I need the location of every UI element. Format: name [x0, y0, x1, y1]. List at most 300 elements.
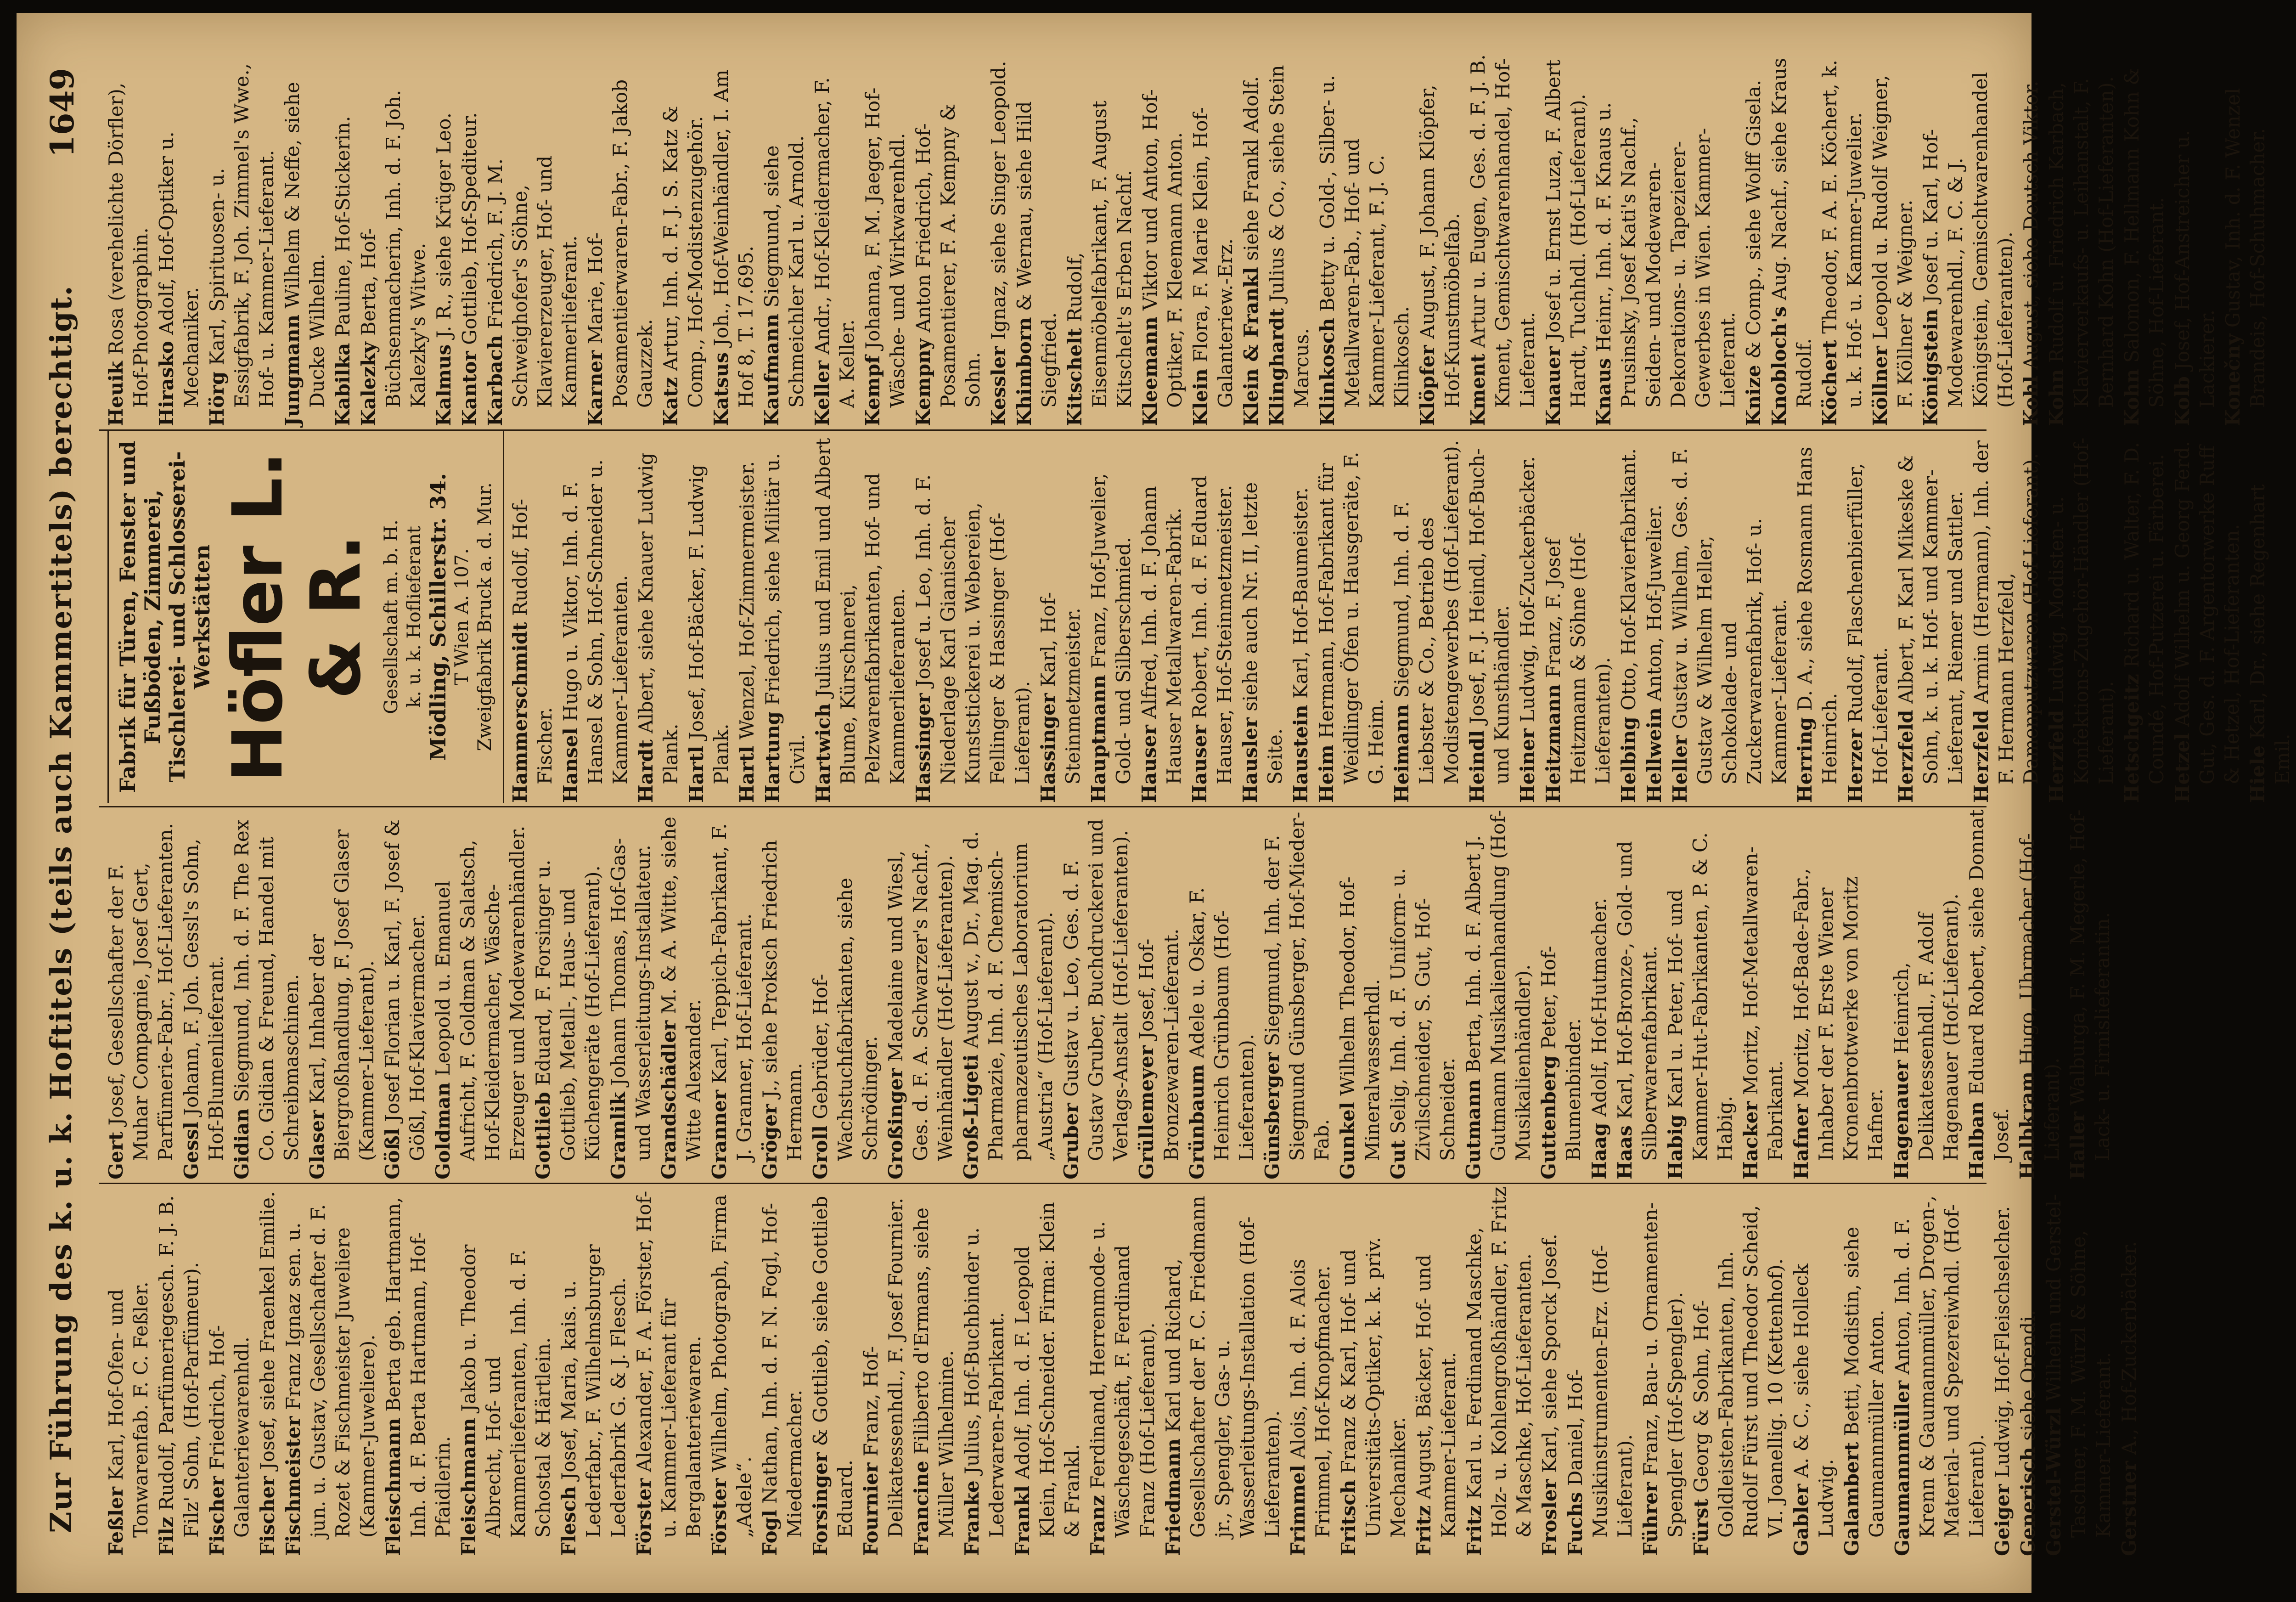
directory-entry: [1336, 1184, 1411, 1556]
entry-name: Kantor: [458, 351, 481, 426]
entry-name: Frankl: [1011, 1485, 1034, 1556]
directory-entry: [1789, 807, 1888, 1179]
entry-text: Viktor und Anton, Hof-Optiker, F. Kleemann Anton.: [1139, 89, 1186, 408]
entry-name: Flesch: [557, 1486, 580, 1556]
entry-name: Hardt: [635, 739, 657, 803]
entry-text: Andr., Hof-Kleidermacher, F. A. Keller.: [811, 77, 858, 408]
entry-name: Franke: [961, 1480, 983, 1556]
entry-name: Herzfeld: [1895, 710, 1917, 803]
entry-name: Guttenberg: [1537, 1055, 1560, 1179]
entry-name: Grünbaum: [1186, 1064, 1208, 1179]
directory-entry: [1894, 431, 1968, 803]
entry-name: Köchert: [1818, 340, 1841, 426]
directory-entry: [558, 431, 633, 803]
directory-entry: [1465, 431, 1514, 803]
directory-entry: [457, 54, 482, 426]
entry-text: Alfred, Inh. d. F. Johann Hauser Metallwaren-Fabrik.: [1138, 486, 1185, 784]
entry-name: Frimmel: [1287, 1465, 1309, 1556]
directory-entry: [1541, 431, 1615, 803]
entry-name: Franz: [1086, 1495, 1109, 1556]
directory-entry: [658, 54, 708, 426]
entry-text: Walburga, F. M. Megerle, Hof-Lack- u. Firnislieferantin.: [2066, 809, 2114, 1161]
entry-text: Georg & Sohn, Hof-Goldleisten-Fabrikanten, Inh. Rudolf Fürst und Theodor Scheid, VI. Joanellig. 10 (Kettenhof).: [1690, 1205, 1787, 1538]
entry-text: Armin (Hermann), Inh. der F. Hermann Herzfeld, Damenputzwaren (Hof-Lieferant).: [1970, 440, 2042, 784]
entry-name: Gruber: [1060, 1103, 1082, 1179]
directory-entry: [331, 54, 355, 426]
entry-text: siehe Frankl Adolf.: [1240, 76, 1262, 267]
directory-entry: [2120, 54, 2169, 426]
entry-text: Richard u. Walter, F. D. Coundé, Hof-Putzerei u. Färberei.: [2121, 442, 2168, 784]
entry-text: Josef, Maria, kais. u. Lederfabr., F. Wilhelmsburger Lederfabrik G. & J. Flesch.: [557, 1244, 630, 1538]
entry-text: Karl u. Ferdinand Maschke, Holz- u. Kohlengroßhändler, F. Fritz & Maschke, Hof-Lieferanten.: [1463, 1186, 1535, 1538]
entry-text: Gustav u. Wilhelm, Ges. d. F. Gustav & Wilhelm Heller, Schokolade- und Zuckerwarenfabrik, Hof- u. Kammer-Lieferant.: [1669, 448, 1790, 784]
directory-entry: [1059, 807, 1133, 1179]
entry-text: Friedrich, Hof-Galanteriewarenhdl.: [206, 1325, 253, 1538]
entry-text: Pauline, Hof-Stickerin.: [332, 116, 354, 343]
entry-name: Königstein: [1919, 309, 1942, 426]
directory-entry: [808, 807, 883, 1179]
directory-entry: [1969, 431, 2043, 803]
directory-entry: [508, 431, 557, 803]
directory-entry: [707, 807, 757, 1179]
entry-text: Josef, Hof-Bäcker, F. Ludwig Plank.: [685, 464, 732, 784]
entry-name: Klinkosch: [1316, 318, 1339, 426]
directory-entry: [810, 54, 860, 426]
directory-entry: [356, 54, 431, 426]
directory-entry: [1012, 54, 1062, 426]
entry-name: Hörg: [206, 371, 228, 426]
directory-column-4: [104, 54, 2269, 426]
entry-name: Haas: [1614, 1125, 1636, 1179]
directory-entry: [1238, 431, 1288, 803]
entry-text: Adolf Wilhelm u. Georg Ferd. Gut, Ges. d. F. Argentorwerke Ruff & Hetzel, Hof-Lieferanten.: [2171, 440, 2243, 784]
entry-name: Kohl: [2020, 375, 2042, 426]
directory-entry: [684, 431, 734, 803]
advertisement-box: [107, 431, 504, 803]
entry-name: Gunkel: [1336, 1102, 1359, 1179]
entry-text: Karl, Inhaber der Biergroßhandlung, F. Josef Glaser (Kammer-Lieferant).: [306, 829, 378, 1161]
entry-name: Gottlieb: [532, 1092, 554, 1179]
entry-name: Katsus: [710, 352, 732, 426]
directory-entry: [1315, 54, 1414, 426]
entry-name: Gutmann: [1462, 1079, 1485, 1179]
page-header: [35, 50, 104, 1565]
directory-entry: [2015, 807, 2065, 1179]
directory-entry: [2016, 1184, 2041, 1556]
entry-name: Kalezky: [357, 342, 380, 426]
entry-name: Hartl: [685, 745, 708, 803]
directory-column-3: [104, 431, 2294, 803]
entry-text: Karl, Teppich-Fabrikant, F. J. Granner, Hof-Lieferant.: [708, 823, 755, 1161]
entry-text: Anton Friedrich, Hof-Posamentierer, F. A. Kempny & Sohn.: [912, 103, 984, 408]
directory-entry: [1638, 1184, 1688, 1556]
directory-entry: [255, 1184, 280, 1556]
entry-text: Anton, Hof-Juwelier.: [1643, 504, 1666, 708]
entry-text: Robert, Inh. d. F. Eduard Hauser, Hof-Steinmetzmeister.: [1188, 475, 1236, 784]
entry-text: Ludwig, Modisten- u. Konfektions-Zugehör-Händler (Hof-Lieferant).: [2045, 437, 2117, 784]
entry-text: Anton, Inh. d. F. Krenn & Gaumannmüller, Drogen-, Material- und Spezereiwhdl. (Hof-Lieferant).: [1891, 1195, 1988, 1538]
entry-text: Karl, Spirituosen- u. Essigfabrik, F. Joh. Zimmel's Wwe., Hof- u. Kammer-Lieferant.: [206, 63, 278, 408]
entry-name: Fritz: [1412, 1505, 1435, 1556]
entry-text: Heinr., Inh. d. F. Knaus u. Prusinsky, Josef Kati's Nachf., Seiden- und Modewaren- Dekorations- u. Tapezierer-Gewerbes in Wien. Kammer-Lieferant.: [1593, 102, 1739, 408]
directory-entry: [2044, 54, 2119, 426]
directory-entry: [1587, 807, 1612, 1179]
directory-entry: [1739, 807, 1788, 1179]
entry-name: Gößl: [381, 1128, 404, 1179]
entry-text: Nathan, Inh. d. F. N. Fogl, Hof-Miedermacher.: [759, 1202, 806, 1538]
entry-text: Josef u. Karl, Hof-Modewarenhdl., F. C. & J. Königstein, Gemischtwarenhandel (Hof-Lieferanten).: [1919, 72, 2016, 408]
entry-text: siehe Orendi.: [2017, 1309, 2039, 1447]
entry-text: Gustav u. Leo, Ges. d. F. Gustav Gruber, Buchdruckerei und Verlags-Anstalt (Hof-Lieferanten).: [1060, 819, 1132, 1161]
entry-name: Fleischmann: [382, 1418, 405, 1556]
entry-text: M. & A. Witte, siehe Witte Alexander.: [658, 816, 705, 1161]
directory-entry: [1919, 54, 2018, 426]
directory-entry: [808, 1184, 858, 1556]
entry-text: Siegmund, siehe Schmeichler Karl u. Arnold.: [760, 135, 808, 408]
directory-entry: [1741, 54, 1766, 426]
entry-name: Gerstel-Würzl: [2043, 1407, 2065, 1556]
entry-name: Forsinger: [809, 1452, 832, 1556]
entry-text: August, siehe Deutsch Viktor.: [2020, 80, 2042, 376]
entry-name: Fuchs: [1564, 1492, 1587, 1556]
entry-text: Moritz, Hof-Bade-Fabr., Inhaber der F. Erste Wiener Kronenbrotwerke von Moritz Hafner.: [1790, 868, 1887, 1161]
entry-name: Helbing: [1617, 716, 1640, 803]
entry-name: Gert: [105, 1131, 127, 1179]
entry-name: Kitschelt: [1064, 328, 1086, 426]
directory-entry: [1689, 1184, 1788, 1556]
directory-entry: [632, 1184, 706, 1556]
entry-text: Karl, Dr., siehe Regenhart Emil.: [2246, 484, 2294, 784]
entry-name: Gidian: [231, 1108, 253, 1179]
directory-entry: [1390, 431, 1464, 803]
entry-name: Halbkram: [2016, 1071, 2038, 1179]
entry-text: siehe auch Nr. II, letzte Seite.: [1239, 482, 1286, 784]
directory-entry: [911, 431, 1035, 803]
entry-text: A. & C., siehe Holleck Ludwig.: [1790, 1264, 1837, 1538]
entry-name: Herzfeld: [1970, 710, 1992, 803]
entry-text: Otto, Hof-Klavierfabrikant.: [1617, 448, 1640, 717]
directory-entry: [1818, 54, 1867, 426]
entry-name: Goldman: [432, 1082, 454, 1179]
entry-text: Josef Florian u. Karl, F. Josef & Gößl, Hof-Klaviermacher.: [381, 819, 428, 1161]
entry-name: Filz: [155, 1517, 178, 1556]
entry-name: Führer: [1639, 1482, 1662, 1556]
entry-text: Wilhelm Theodor, Hof-Mineralwasserhdl.: [1336, 876, 1384, 1161]
entry-name: Konečny: [2222, 333, 2244, 426]
entry-text: Albert, siehe Knauer Ludwig Plank.: [635, 452, 682, 784]
entry-name: Gramlik: [607, 1092, 630, 1179]
directory-entry: [1616, 431, 1641, 803]
entry-text: Leopold u. Emanuel Aufricht, F. Goldman & Salatsch, Hof-Kleidermacher, Wäsche-Erzeuger und Modewarenhändler.: [432, 825, 529, 1161]
entry-text: Ignaz, siehe Singer Leopold.: [987, 61, 1010, 346]
entry-name: Knize: [1742, 365, 1765, 426]
directory-entry: [1188, 54, 1238, 426]
directory-entry: [1260, 807, 1334, 1179]
entry-text: Betty u. Gold-, Silber- u. Metallwaren-Fab., Hof- und Kammer-Lieferant, F. J. C. Klinkosch.: [1316, 75, 1413, 408]
directory-entry: [1036, 431, 1086, 803]
directory-entry: [909, 1184, 959, 1556]
entry-name: Kolb: [2171, 376, 2194, 426]
entry-name: Gaumannmüller: [1891, 1380, 1913, 1556]
directory-entry: [1265, 54, 1314, 426]
directory-entry: [1134, 807, 1184, 1179]
entry-name: Generisch: [2017, 1447, 2039, 1556]
directory-entry: [2120, 431, 2169, 803]
entry-text: Josef, F. J. Heindl, Hof-Buch- und Kunsthändler.: [1466, 448, 1513, 784]
directory-entry: [1964, 807, 2014, 1179]
entry-name: Förster: [708, 1478, 731, 1556]
entry-text: Peter, Hof-Blumenbinder.: [1537, 946, 1585, 1161]
entry-name: Karner: [584, 350, 607, 426]
directory-entry: [1086, 1184, 1160, 1556]
entry-name: Heller: [1669, 735, 1691, 803]
entry-name: Fournier: [860, 1462, 882, 1556]
entry-text: Julius & Co., siehe Stein Marcus.: [1266, 65, 1313, 408]
entry-name: Hacker: [1739, 1101, 1762, 1179]
entry-name: Großinger: [884, 1068, 907, 1179]
entry-name: Knaus: [1593, 358, 1615, 426]
entry-name: Hausler: [1239, 717, 1261, 803]
entry-name: Kessler: [987, 346, 1010, 426]
directory-entry: [2065, 807, 2115, 1179]
entry-text: Julius, Hof-Buchbinder u. Lederwaren-Fabrikant.: [961, 1227, 1008, 1538]
scanned-page: [17, 13, 2294, 1593]
entry-name: Heiner: [1516, 728, 1539, 803]
entry-text: Wilhelm und Gerstel-Taschner, F. M. Würzl & Söhne, Kammer-Lieferant.: [2043, 1194, 2115, 1538]
entry-text: Julius und Emil und Albert Blume, Kürschnerei, Pelzwarenfabrikanten, Hof- und Kammerlieferanten.: [812, 438, 909, 784]
directory-entry: [456, 1184, 556, 1556]
entry-text: Marie, Hof-Posamentierwaren-Fabr., F. Jakob Gauzzek.: [584, 79, 656, 408]
directory-entry: [1789, 1184, 1839, 1556]
directory-entry: [1840, 1184, 1889, 1556]
directory-entry: [1466, 54, 1540, 426]
directory-entry: [2245, 431, 2295, 803]
entry-text: J. R., siehe Krüger Leo.: [433, 112, 455, 344]
entry-name: Günsberger: [1261, 1052, 1283, 1179]
entry-text: Ludwig, Hof-Fleischselcher.: [1991, 1206, 2014, 1484]
entry-text: Karl, Hof-Bronze-, Gold- und Silberwarenfabrikant.: [1614, 841, 1661, 1161]
entry-text: Siegmund, Inh. der F. Siegmund Günsberger, Hof-Mieder-Fab.: [1261, 812, 1333, 1161]
entry-text: Adolf, Hof-Hutmacher.: [1588, 897, 1610, 1123]
entry-text: Flora, F. Marie Klein, Hof-Galanteriew.-Erz.: [1189, 107, 1237, 408]
entry-text: Filiberto d'Ermans, siehe Müller Wilhelmine.: [910, 1207, 957, 1538]
entry-text: Franz, Hof-Juwelier, Gold- und Silberschmied.: [1087, 473, 1135, 784]
entry-name: Kempf: [861, 355, 884, 426]
entry-text: Albert, F. Karl Mikeske & Sohn, k. u. k. Hof- und Kammer-Lieferant, Riemer und Sattler.: [1895, 455, 1967, 784]
directory-entry: [1185, 807, 1259, 1179]
entry-name: Gut: [1387, 1140, 1409, 1179]
entry-name: Fischer: [256, 1476, 279, 1556]
entry-name: Grandschädler: [658, 1020, 680, 1179]
entry-name: Hagenauer: [1890, 1060, 1913, 1179]
directory-entry: [1086, 431, 1136, 803]
entry-text: Hermann, Hof-Fabrikant für Weidlinger Öfen u. Hausgeräte, F. G. Heim.: [1315, 451, 1387, 784]
entry-text: Selig, Inh. d. F. Uniform- u. Zivilschneider, S. Gut, Hof-Schneider.: [1387, 868, 1459, 1161]
entry-text: Wilhelm, Photograph, Firma „Adele“.: [708, 1195, 755, 1538]
directory-entry: [281, 1184, 380, 1556]
entry-name: Hartl: [736, 745, 758, 803]
entry-text: Artur u. Eugen, Ges. d. F. J. B. Kment, Gemischtwarenhandel, Hof-Lieferant.: [1467, 54, 1539, 408]
entry-name: Heuik: [105, 361, 127, 426]
directory-entry: [1010, 1184, 1085, 1556]
entry-name: Gerstner: [2118, 1461, 2140, 1556]
directory-entry: [104, 807, 178, 1179]
directory-entry: [1462, 1184, 1536, 1556]
directory-entry: [1461, 807, 1536, 1179]
entry-text: Berta geb. Hartmann, Inh. d. F. Berta Hartmann, Hof-Pfaidlerin.: [382, 1197, 454, 1538]
directory-entry: [986, 54, 1011, 426]
entry-text: Madelaine und Wiesl, Ges. d. F. A. Schwarzer's Nachf., Weinhändler (Hof-Lieferanten).: [884, 842, 957, 1161]
ad-purveyor: k. u. k. Hoflieferant: [404, 526, 425, 708]
entry-text: Franz Ignaz sen. u. jun. u. Gustav, Gesellschafter d. F. Rozet & Fischmeister Juweliere (Kammer-Juweliere).: [282, 1204, 379, 1538]
entry-name: Herzer: [1844, 728, 1867, 803]
entry-text: August, F. Johann Klöpfer, Hof-Kunstmöbelfab.: [1416, 85, 1463, 408]
entry-name: Haller: [2066, 1111, 2089, 1179]
entry-text: Siegmund, Inh. d. F. The Rex Co. Gidian & Freund, Handel mit Schreibmaschinen.: [231, 819, 303, 1161]
entry-name: Geiger: [1991, 1484, 2014, 1556]
entry-text: Hugo, Uhrmacher (Hof-Lieferant).: [2016, 833, 2063, 1161]
entry-text: Adolf, Hof-Optiker u. Mechaniker.: [155, 131, 203, 408]
entry-text: Eduard Robert, siehe Donnat Josef.: [1965, 809, 2013, 1161]
directory-column-1: [104, 1184, 2140, 1556]
entry-name: Haustein: [1289, 705, 1312, 803]
directory-entry: [811, 431, 910, 803]
entry-name: Granner: [708, 1089, 731, 1179]
directory-entry: [911, 54, 985, 426]
entry-text: Franz, Hof-Delikatessenhdl., F. Josef Fournier.: [860, 1197, 907, 1538]
directory-entry: [2170, 54, 2220, 426]
entry-name: Francine: [910, 1461, 933, 1556]
directory-entry: [1663, 807, 1738, 1179]
entry-name: Halban: [1965, 1101, 1988, 1179]
directory-entry: [154, 1184, 204, 1556]
entry-name: Klinghardt: [1266, 308, 1288, 426]
entry-text: Betti, Modistin, siehe Gaumannmüller Anton.: [1840, 1226, 1888, 1538]
directory-entry: [634, 431, 683, 803]
entry-text: Rudolf, Parfümeriegesch. F. J. B. Filz' Sohn, (Hof-Parfümeur).: [155, 1195, 203, 1538]
entry-name: Frosler: [1538, 1479, 1561, 1556]
entry-text: Karl, Hof-Steinmetzmeister.: [1037, 592, 1084, 784]
entry-name: Jungmann: [281, 314, 304, 426]
entry-text: Josef, Hof-Bronzewaren-Lieferant.: [1135, 928, 1182, 1161]
entry-name: Fritsch: [1337, 1479, 1360, 1556]
entry-text: Josef, siehe Fraenkel Emilie.: [256, 1191, 279, 1476]
entry-name: Heitzmann: [1542, 684, 1564, 803]
directory-entry: [758, 807, 807, 1179]
entry-name: Fischmeister: [282, 1416, 304, 1556]
entry-text: J., siehe Proksch Friedrich Hermann.: [759, 840, 806, 1161]
entry-name: Heimann: [1390, 704, 1413, 803]
entry-text: Johann Thomas, Hof-Gas- und Wasserleitungs-Installateur.: [607, 838, 654, 1161]
ad-branch: Zweigfabrik Bruck a. d. Mur.: [474, 482, 495, 751]
entry-text: Josef, Gesellschafter der F. Muhar Compagnie, Josef Gert, Parfümerie-Fabr., Hof-Lieferanten.: [105, 823, 177, 1161]
entry-name: Klöpfer: [1416, 345, 1439, 426]
entry-text: Johann, F. Joh. Gessl's Sohn, Hof-Blumenlieferant.: [180, 838, 227, 1161]
entry-text: D. A., siehe Rosmann Hans Heinrich.: [1794, 446, 1841, 784]
directory-entry: [381, 1184, 456, 1556]
entry-text: Salomon, F. Hellmann Kohn & Söhne, Hof-Lieferant.: [2121, 68, 2168, 408]
entry-name: Khimborn: [1013, 317, 1035, 426]
entry-name: Knobloch's: [1768, 306, 1790, 426]
directory-entry: [1536, 807, 1586, 1179]
entry-name: Kabilka: [332, 343, 354, 426]
directory-entry: [431, 807, 530, 1179]
entry-name: Kohn: [2045, 369, 2068, 426]
directory-entry: [1843, 431, 1893, 803]
ad-phone: T Wien A. 107.: [451, 548, 473, 686]
entry-name: Klein: [1189, 368, 1212, 426]
directory-entry: [230, 807, 304, 1179]
directory-entry: [1415, 54, 1465, 426]
directory-entry: [1063, 54, 1137, 426]
directory-entry: [1793, 431, 1842, 803]
entry-text: Adele u. Oskar, F. Heinrich Grünbaum (Hof-Lieferanten).: [1186, 887, 1258, 1161]
directory-column-2: [104, 807, 2114, 1179]
entry-name: Heindl: [1466, 730, 1488, 803]
directory-entry: [1335, 807, 1385, 1179]
entry-text: Josef u. Ernst Luza, F. Albert Hardt, Tuchhdl. (Hof-Lieferant).: [1542, 59, 1589, 408]
entry-name: Hafner: [1790, 1104, 1812, 1179]
directory-entry: [735, 431, 760, 803]
entry-name: Kleemann: [1139, 316, 1161, 426]
entry-name: Fischer: [206, 1476, 228, 1556]
entry-text: Josef, Hof-Anstreicher u. Lackierer.: [2171, 130, 2218, 408]
directory-entry: [2170, 431, 2245, 803]
entry-text: Gustav, Inh. d. F. Wenzel Brandeis, Hof-Schuhmacher.: [2222, 88, 2269, 408]
entry-name: Gessl: [180, 1122, 203, 1179]
entry-text: Adolf, Inh. d. F. Leopold Klein, Hof-Schneider. Firma: Klein & Frankl.: [1011, 1202, 1083, 1538]
entry-name: Habig: [1664, 1114, 1687, 1179]
entry-name: Hammerschmidt: [509, 622, 531, 803]
directory-entry: [1642, 431, 1667, 803]
directory-entry: [104, 1184, 153, 1556]
entry-text: Rosa (verehelichte Dörfler), Hof-Photographin.: [105, 82, 152, 408]
directory-entry: [205, 1184, 254, 1556]
directory-entry: [179, 807, 229, 1179]
entry-name: Kempny: [912, 338, 934, 426]
entry-name: Köllner: [1869, 346, 1891, 426]
entry-name: Hassinger: [1037, 693, 1059, 803]
entry-name: Knauer: [1542, 346, 1564, 426]
entry-text: Rudolf, Flaschenbierfüller, Hof-Lieferant.: [1844, 463, 1891, 784]
rotated-page-content: [35, 50, 2294, 1565]
entry-name: Fogl: [759, 1510, 781, 1556]
entry-text: Artur, Inh. d. F. J. S. Katz & Comp., Hof-Modistenzugehör.: [659, 106, 707, 408]
entry-name: Friedmann: [1162, 1438, 1184, 1556]
entry-name: Glaser: [306, 1110, 328, 1179]
entry-name: Herring: [1794, 717, 1816, 803]
directory-entry: [1537, 1184, 1562, 1556]
directory-entry: [1412, 1184, 1461, 1556]
ad-brand: Höfler L. & R.: [218, 451, 376, 783]
entry-text: Josef u. Leo, Inh. d. F. Niederlage Karl Gianischer Kunststickerei u. Webereien, Fellinger & Hassinger (Hof-Lieferant).: [912, 474, 1034, 784]
entry-text: Alexander, F. A. Förster, Hof-u. Kammer-Lieferant für Bergalanteriewaren.: [633, 1190, 705, 1538]
directory-entry: [959, 807, 1058, 1179]
page-title: Zur Führung des k. u. k. Hoftitels (teils auch Kammertitels) berechtigt.: [44, 285, 79, 1533]
directory-entry: [2044, 431, 2119, 803]
directory-entry: [583, 54, 658, 426]
entry-text: Theodor, F. A. E. Köchert, k. u. k. Hof- u. Kammer-Juwelier.: [1818, 60, 1866, 408]
entry-name: Kment: [1467, 354, 1489, 426]
entry-name: Kalmus: [433, 344, 455, 426]
directory-entry: [1286, 1184, 1335, 1556]
directory-entry: [758, 1184, 807, 1556]
directory-entry: [707, 1184, 757, 1556]
entry-text: A., Hof-Zuckerbäcker.: [2118, 1241, 2140, 1461]
entry-text: Gottlieb, Hof-Spediteur.: [458, 112, 481, 351]
directory-entry: [1515, 431, 1540, 803]
entry-name: Kaufmann: [760, 313, 783, 426]
